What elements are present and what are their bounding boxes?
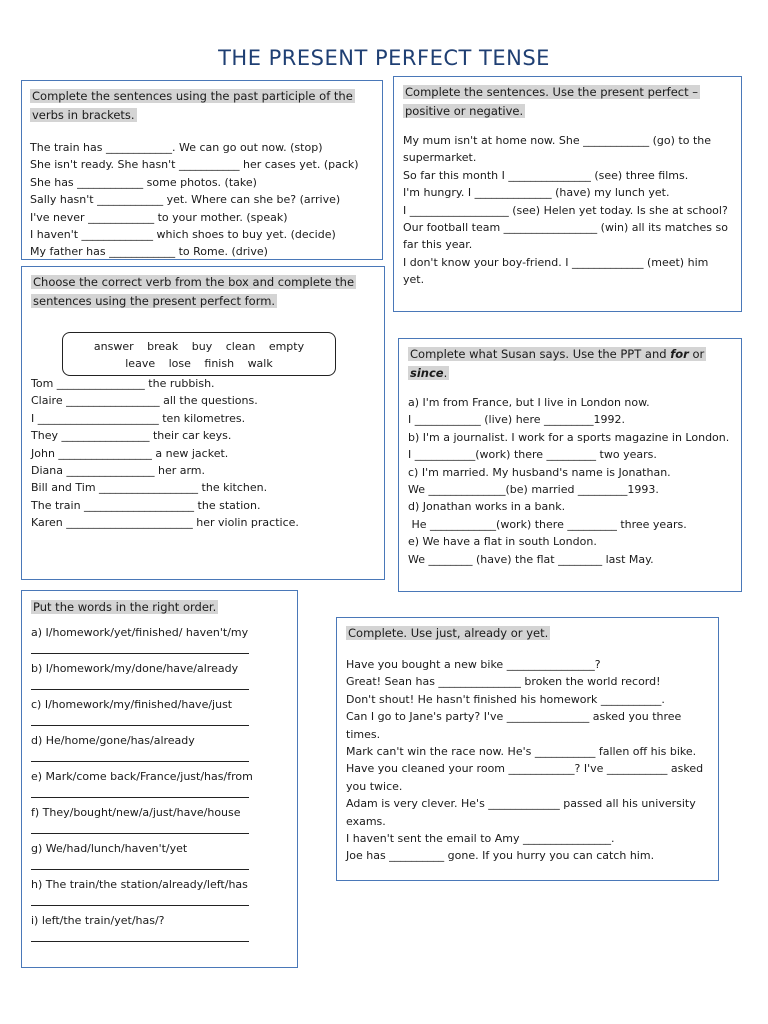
answer-line bbox=[31, 868, 249, 870]
sentence: Have you cleaned your room ____________? I've ___________ asked you twice. bbox=[346, 762, 704, 793]
exercise-1-box bbox=[21, 80, 383, 260]
exercise-6-box bbox=[336, 617, 719, 881]
sentence: Diana ________________ her arm. bbox=[31, 464, 206, 478]
word-order-item: i) left/the train/yet/has/? bbox=[31, 914, 165, 927]
word: clean bbox=[225, 340, 256, 353]
sentence: Karen _______________________ her violin practice. bbox=[31, 516, 299, 530]
exercise-6-sentences bbox=[346, 656, 709, 865]
exercise-1-sentences bbox=[30, 139, 374, 261]
sentence: c) I'm married. My husband's name is Jonathan. bbox=[408, 465, 671, 479]
verb-word-box bbox=[62, 332, 336, 376]
exercise-5-box bbox=[21, 590, 298, 968]
sentence: Joe has __________ gone. If you hurry you can catch him. bbox=[346, 849, 655, 863]
word: leave bbox=[125, 357, 156, 370]
sentence: John _________________ a new jacket. bbox=[31, 446, 229, 460]
word-order-item: a) I/homework/yet/finished/ haven't/my bbox=[31, 626, 249, 639]
answer-line bbox=[31, 940, 249, 942]
sentence: Great! Sean has _______________ broken the world record! bbox=[346, 675, 661, 689]
answer-line bbox=[31, 652, 249, 654]
sentence: My father has ____________ to Rome. (drive) bbox=[30, 245, 268, 259]
word: answer bbox=[93, 340, 134, 353]
sentence: I haven't sent the email to Amy ________________. bbox=[346, 832, 615, 846]
sentence: The train has ____________. We can go out now. (stop) bbox=[30, 141, 323, 154]
answer-line bbox=[31, 904, 249, 906]
sentence: I've never ____________ to your mother. (speak) bbox=[30, 210, 288, 224]
exercise-4-box bbox=[398, 338, 742, 592]
since-keyword: since bbox=[410, 366, 444, 380]
exercise-3-sentences bbox=[31, 375, 299, 532]
sentence: So far this month I _______________ (see) three films. bbox=[403, 168, 689, 182]
sentence: Bill and Tim __________________ the kitchen. bbox=[31, 481, 268, 495]
word: walk bbox=[247, 357, 273, 370]
sentence: The train ____________________ the station. bbox=[31, 498, 261, 512]
sentence: Sally hasn't ____________ yet. Where can she be? (arrive) bbox=[30, 193, 341, 207]
sentence: d) Jonathan works in a bank. bbox=[408, 500, 566, 514]
sentence: Tom ________________ the rubbish. bbox=[31, 377, 215, 390]
sentence: Adam is very clever. He's _____________ passed all his university exams. bbox=[346, 797, 696, 828]
sentence: She isn't ready. She hasn't ___________ her cases yet. (pack) bbox=[30, 158, 359, 172]
sentence: Our football team _________________ (win) all its matches so far this year. bbox=[403, 221, 728, 252]
sentence: Don't shout! He hasn't finished his homework ___________. bbox=[346, 692, 665, 706]
sentence: a) I'm from France, but I live in London now. bbox=[408, 396, 650, 409]
sentence: We ______________(be) married _________1993. bbox=[408, 483, 659, 497]
sentence: I ______________________ ten kilometres. bbox=[31, 411, 246, 425]
page-title: THE PRESENT PERFECT TENSE bbox=[218, 46, 550, 70]
exercise-2-box bbox=[393, 76, 742, 312]
word-order-item: d) He/home/gone/has/already bbox=[31, 734, 195, 747]
exercise-2-instruction: Complete the sentences. Use the present perfect – positive or negative. bbox=[405, 85, 699, 118]
exercise-3-instruction: Choose the correct verb from the box and complete the sentences using the present perfect form. bbox=[33, 275, 355, 308]
answer-line bbox=[31, 796, 249, 798]
exercise-5-items bbox=[31, 625, 288, 942]
sentence: b) I'm a journalist. I work for a sports magazine in London. I ___________(work) there _________ two years. bbox=[408, 430, 730, 462]
sentence: I'm hungry. I ______________ (have) my lunch yet. bbox=[403, 186, 670, 200]
for-keyword: for bbox=[670, 347, 689, 361]
exercise-4-sentences bbox=[408, 394, 732, 568]
exercise-1-instruction: Complete the sentences using the past participle of the verbs in brackets. bbox=[32, 89, 353, 122]
word-order-item: f) They/bought/new/a/just/have/house bbox=[31, 806, 241, 819]
exercise-5-instruction: Put the words in the right order. bbox=[33, 600, 217, 614]
sentence: She has ____________ some photos. (take) bbox=[30, 175, 257, 189]
answer-line bbox=[31, 760, 249, 762]
sentence: e) We have a flat in south London. bbox=[408, 535, 597, 549]
word: lose bbox=[168, 357, 191, 370]
sentence: I don't know your boy-friend. I _____________ (meet) him yet. bbox=[403, 255, 709, 287]
exercise-3-box bbox=[21, 266, 385, 580]
sentence: Claire _________________ all the questions. bbox=[31, 394, 258, 408]
word: break bbox=[147, 340, 179, 353]
sentence: I haven't _____________ which shoes to buy yet. (decide) bbox=[30, 228, 336, 242]
sentence: We ________ (have) the flat ________ last May. bbox=[408, 552, 654, 566]
word: buy bbox=[191, 340, 213, 353]
answer-line bbox=[31, 832, 249, 834]
sentence: They ________________ their car keys. bbox=[31, 429, 232, 443]
sentence: He ____________(work) there _________ three years. bbox=[408, 517, 687, 531]
word: empty bbox=[268, 340, 305, 353]
sentence: My mum isn't at home now. She ____________ (go) to the supermarket. bbox=[403, 134, 711, 165]
answer-line bbox=[31, 724, 249, 726]
sentence: Have you bought a new bike ________________? bbox=[346, 658, 601, 671]
exercise-6-instruction: Complete. Use just, already or yet. bbox=[348, 626, 549, 640]
word-order-item: h) The train/the station/already/left/has bbox=[31, 878, 248, 891]
exercise-2-sentences bbox=[403, 132, 732, 289]
word: finish bbox=[204, 357, 235, 370]
word-order-item: e) Mark/come back/France/just/has/from bbox=[31, 770, 253, 783]
sentence: I __________________ (see) Helen yet today. Is she at school? bbox=[403, 203, 728, 217]
sentence: I ____________ (live) here _________1992. bbox=[408, 413, 625, 427]
sentence: Mark can't win the race now. He's ___________ fallen off his bike. bbox=[346, 745, 697, 759]
sentence: Can I go to Jane's party? I've _______________ asked you three times. bbox=[346, 710, 682, 741]
word-order-item: g) We/had/lunch/haven't/yet bbox=[31, 842, 188, 855]
exercise-4-instruction: Complete what Susan says. Use the PPT and for or since. bbox=[410, 347, 705, 380]
answer-line bbox=[31, 688, 249, 690]
word-order-item: b) I/homework/my/done/have/already bbox=[31, 662, 239, 675]
word-order-item: c) I/homework/my/finished/have/just bbox=[31, 698, 233, 711]
